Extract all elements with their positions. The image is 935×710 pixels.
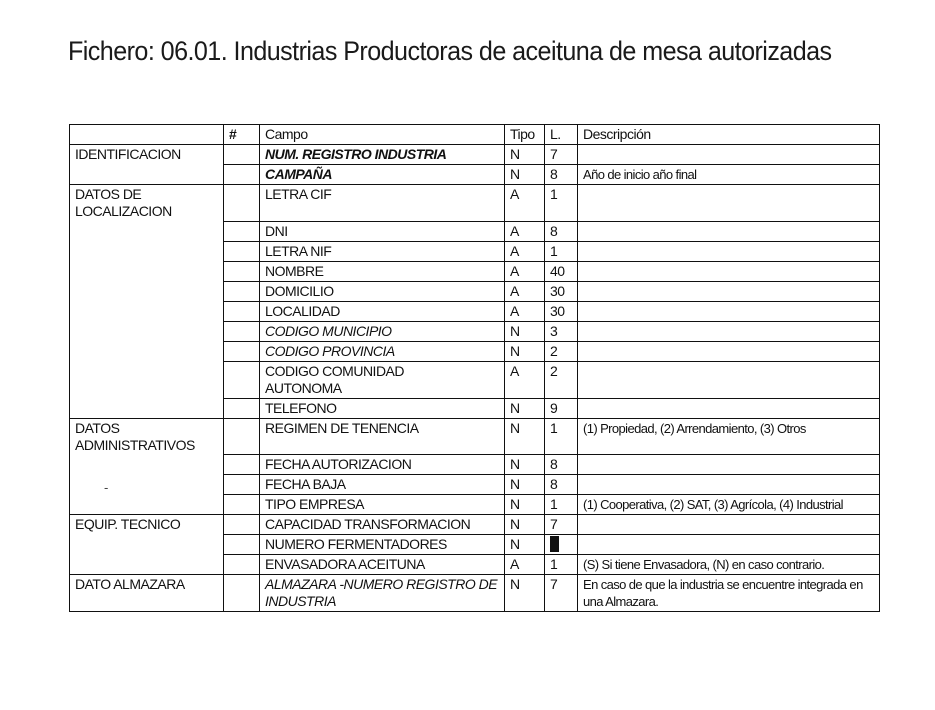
len-cell: 2 [545, 361, 578, 398]
table-row [70, 515, 880, 535]
table-row [70, 555, 880, 575]
tipo-cell: N [505, 418, 545, 455]
campo-cell: CODIGO MUNICIPIO [260, 321, 505, 341]
desc-cell [578, 301, 880, 321]
tipo-cell: N [505, 455, 545, 475]
num-cell [224, 185, 260, 222]
tipo-cell: A [505, 281, 545, 301]
len-cell: 1 [545, 495, 578, 515]
group-cell [70, 398, 224, 418]
tipo-cell: N [505, 341, 545, 361]
header-campo: Campo [260, 125, 505, 145]
group-cell [70, 535, 224, 555]
desc-cell [578, 535, 880, 555]
num-cell [224, 418, 260, 455]
header-len: L. [545, 125, 578, 145]
num-cell [224, 535, 260, 555]
tipo-cell: N [505, 321, 545, 341]
len-cell: 8 [545, 221, 578, 241]
len-cell: 2 [545, 341, 578, 361]
group-cell [70, 301, 224, 321]
desc-cell: (1) Propiedad, (2) Arrendamiento, (3) Otros [578, 418, 880, 455]
num-cell [224, 361, 260, 398]
table-row [70, 475, 880, 495]
num-cell [224, 341, 260, 361]
tipo-cell: N [505, 165, 545, 185]
group-cell [70, 361, 224, 398]
campo-cell: LETRA NIF [260, 241, 505, 261]
group-cell [70, 341, 224, 361]
campo-cell: FECHA AUTORIZACION [260, 455, 505, 475]
group-label: IDENTIFICACION [70, 145, 224, 165]
tipo-cell: A [505, 361, 545, 398]
table-row [70, 185, 880, 222]
group-label: DATO ALMAZARA [70, 575, 224, 612]
len-cell: 1 [545, 185, 578, 222]
tipo-cell: A [505, 241, 545, 261]
group-cell [70, 555, 224, 575]
desc-cell [578, 321, 880, 341]
desc-cell [578, 455, 880, 475]
group-cell [70, 241, 224, 261]
num-cell [224, 281, 260, 301]
num-cell [224, 398, 260, 418]
group-cell [70, 455, 224, 475]
table-row [70, 495, 880, 515]
campo-cell: DNI [260, 221, 505, 241]
desc-cell [578, 398, 880, 418]
campo-cell: LOCALIDAD [260, 301, 505, 321]
table-row [70, 261, 880, 281]
group-cell [70, 495, 224, 515]
field-table [69, 124, 880, 612]
tipo-cell: N [505, 575, 545, 612]
len-cell: 1 [545, 241, 578, 261]
desc-cell: (S) Si tiene Envasadora, (N) en caso contrario. [578, 555, 880, 575]
table-row [70, 418, 880, 455]
len-cell: 9 [545, 398, 578, 418]
table-row [70, 575, 880, 612]
tipo-cell: A [505, 185, 545, 222]
len-cell: 7 [545, 575, 578, 612]
group-label: DATOS DE LOCALIZACION [70, 185, 224, 222]
desc-cell [578, 281, 880, 301]
desc-cell: (1) Cooperativa, (2) SAT, (3) Agrícola, (4) Industrial [578, 495, 880, 515]
group-label: EQUIP. TECNICO [70, 515, 224, 535]
num-cell [224, 221, 260, 241]
len-cell: 7 [545, 515, 578, 535]
group-cell [70, 321, 224, 341]
table-header-row [70, 125, 880, 145]
table-row [70, 221, 880, 241]
table-row [70, 301, 880, 321]
num-cell [224, 515, 260, 535]
len-cell: 1 [545, 418, 578, 455]
table-row [70, 455, 880, 475]
table-row [70, 535, 880, 555]
table-row [70, 361, 880, 398]
table-row [70, 241, 880, 261]
len-cell: 30 [545, 281, 578, 301]
campo-cell: NUMERO FERMENTADORES [260, 535, 505, 555]
tipo-cell: N [505, 145, 545, 165]
group-label: DATOS ADMINISTRATIVOS [70, 418, 224, 455]
campo-cell: LETRA CIF [260, 185, 505, 222]
desc-cell [578, 185, 880, 222]
table-row [70, 398, 880, 418]
len-cell: 8 [545, 165, 578, 185]
tipo-cell: N [505, 515, 545, 535]
header-num: # [224, 125, 260, 145]
group-cell [70, 261, 224, 281]
group-cell [70, 475, 224, 495]
campo-cell: NUM. REGISTRO INDUSTRIA [260, 145, 505, 165]
desc-cell [578, 361, 880, 398]
num-cell [224, 555, 260, 575]
group-cell [70, 221, 224, 241]
num-cell [224, 575, 260, 612]
tipo-cell: N [505, 475, 545, 495]
tipo-cell: A [505, 555, 545, 575]
len-cell: 40 [545, 261, 578, 281]
len-cell: 8 [545, 475, 578, 495]
header-desc: Descripción [578, 125, 880, 145]
num-cell [224, 145, 260, 165]
campo-cell: FECHA BAJA [260, 475, 505, 495]
len-cell: 8 [545, 455, 578, 475]
tipo-cell: N [505, 535, 545, 555]
desc-cell [578, 261, 880, 281]
tipo-cell: A [505, 301, 545, 321]
table-row [70, 145, 880, 165]
campo-cell: ENVASADORA ACEITUNA [260, 555, 505, 575]
campo-cell: TELEFONO [260, 398, 505, 418]
tipo-cell: N [505, 495, 545, 515]
table-row [70, 341, 880, 361]
len-cell: 7 [545, 145, 578, 165]
header-tipo: Tipo [505, 125, 545, 145]
desc-cell: En caso de que la industria se encuentre integrada en una Almazara. [578, 575, 880, 612]
tipo-cell: A [505, 221, 545, 241]
campo-cell: ALMAZARA -NUMERO REGISTRO DE INDUSTRIA [260, 575, 505, 612]
header-group [70, 125, 224, 145]
desc-cell [578, 221, 880, 241]
table-row [70, 321, 880, 341]
campo-cell: TIPO EMPRESA [260, 495, 505, 515]
desc-cell [578, 515, 880, 535]
campo-cell: CODIGO PROVINCIA [260, 341, 505, 361]
desc-cell [578, 241, 880, 261]
desc-cell [578, 475, 880, 495]
num-cell [224, 261, 260, 281]
len-cell: 30 [545, 301, 578, 321]
num-cell [224, 321, 260, 341]
table-row [70, 165, 880, 185]
campo-cell: CODIGO COMUNIDAD AUTONOMA [260, 361, 505, 398]
page-title: Fichero: 06.01. Industrias Productoras de aceituna de mesa autorizadas [68, 36, 832, 66]
num-cell [224, 301, 260, 321]
len-cell: 1 [545, 555, 578, 575]
num-cell [224, 165, 260, 185]
campo-cell: CAPACIDAD TRANSFORMACION [260, 515, 505, 535]
desc-cell [578, 145, 880, 165]
group-cell [70, 281, 224, 301]
campo-cell: NOMBRE [260, 261, 505, 281]
tipo-cell: A [505, 261, 545, 281]
tipo-cell: N [505, 398, 545, 418]
num-cell [224, 475, 260, 495]
campo-cell: DOMICILIO [260, 281, 505, 301]
redaction-marker [550, 536, 559, 552]
campo-cell: REGIMEN DE TENENCIA [260, 418, 505, 455]
stray-mark: - [104, 480, 109, 495]
num-cell [224, 495, 260, 515]
campo-cell: CAMPAÑA [260, 165, 505, 185]
num-cell [224, 455, 260, 475]
num-cell [224, 241, 260, 261]
group-cell [70, 165, 224, 185]
desc-cell [578, 341, 880, 361]
len-cell [545, 535, 578, 555]
desc-cell: Año de inicio año final [578, 165, 880, 185]
len-cell: 3 [545, 321, 578, 341]
table-row [70, 281, 880, 301]
